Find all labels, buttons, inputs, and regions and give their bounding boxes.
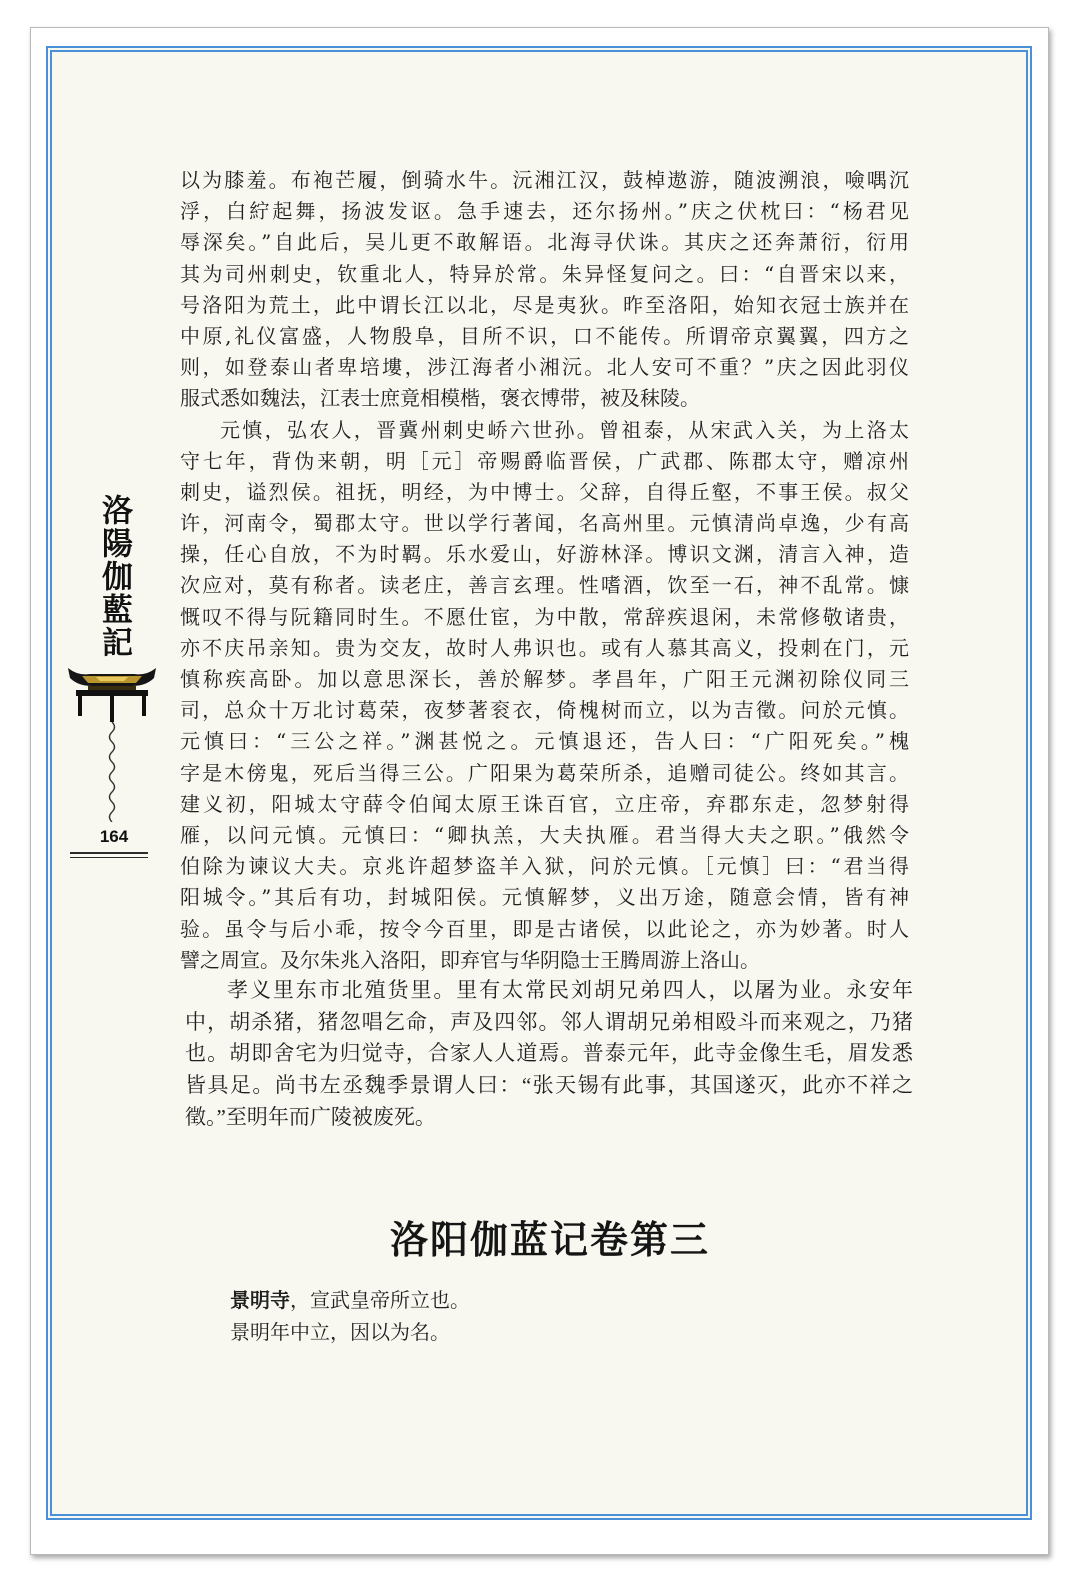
- text-line: 号洛阳为荒土，此中谓长江以北，尽是夷狄。昨至洛阳，始知衣冠士族并在: [180, 292, 909, 317]
- text-line: 字是木傍鬼，死后当得三公。广阳果为葛荣所杀，追赠司徒公。终如其言。: [180, 760, 909, 785]
- text-line: 以为膝羞。布袍芒履，倒骑水牛。沅湘江汉，鼓棹遨游，随波溯浪，噞喁沉: [180, 168, 909, 192]
- entry-head-rest: ，宣武皇帝所立也。: [290, 1288, 470, 1312]
- text-line: 慎称疾高卧。加以意思深长，善於解梦。孝昌年，广阳王元渊初除仪同三: [180, 667, 909, 691]
- text-line: 服式悉如魏法，江表士庶竟相模楷，褒衣博带，被及秣陵。: [180, 386, 700, 411]
- text-line: 亦不庆吊亲知。贵为交友，故时人弗识也。或有人慕其高义，投刺在门，元: [180, 635, 909, 660]
- text-line: 浮，白紵起舞，扬波发讴。急手速去，还尔扬州。”庆之伏枕曰：“杨君见: [180, 199, 909, 224]
- text-line: 也。胡即舍宅为归觉寺，合家人人道焉。普泰元年，此寺金像生毛，眉发悉: [185, 1041, 913, 1066]
- body-text-block-1: [180, 165, 909, 976]
- text-line: 中，胡杀猪，猪忽唱乞命，声及四邻。邻人谓胡兄弟相殴斗而来观之，乃猪: [185, 1009, 913, 1034]
- entry-head: 景明寺: [230, 1288, 290, 1312]
- text-line: 雁，以问元慎。元慎曰：“卿执羔，大夫执雁。君当得大夫之职。”俄然令: [180, 822, 909, 847]
- chapter-title: 洛阳伽蓝记卷第三: [389, 1218, 710, 1262]
- text-line: 操，任心自放，不为时羁。乐水爱山，好游林泽。博识文渊，清言入神，造: [180, 542, 909, 567]
- text-line: 阳城令。”其后有功，封城阳侯。元慎解梦，义出万途，随意会情，皆有神: [180, 885, 909, 910]
- text-line: 则，如登泰山者卑培塿，涉江海者小湘沅。北人安可不重？”庆之因此羽仪: [180, 355, 909, 380]
- text-line: 中原,礼仪富盛，人物殷阜，目所不识，口不能传。所谓帝京翼翼，四方之: [180, 323, 909, 348]
- wavy-line: [104, 722, 120, 822]
- text-line: 刺史，谥烈侯。祖抚，明经，为中博士。父辞，自得丘壑，不事王侯。叔父: [180, 479, 909, 504]
- entry-line-1: [230, 1284, 470, 1316]
- page-number: 164: [99, 827, 129, 846]
- text-line: 元慎曰：“三公之祥。”渊甚悦之。元慎退还，告人曰：“广阳死矣。”槐: [180, 729, 909, 754]
- text-line: 次应对，莫有称者。读老庄，善言玄理。性嗜酒，饮至一石，神不乱常。慷: [180, 573, 909, 598]
- body-text-block-2: [185, 975, 913, 1133]
- text-line: 伯除为谏议大夫。京兆许超梦盗羊入狱，问於元慎。［元慎］曰：“君当得: [180, 854, 909, 879]
- text-line: 元慎，弘农人，晋冀州刺史峤六世孙。曾祖泰，从宋武入关，为上洛太: [220, 417, 909, 442]
- roof-ornament-icon: [66, 664, 158, 724]
- text-line: 辱深矣。”自此后，吴儿更不敢解语。北海寻伏诛。其庆之还奔萧衍，衍用: [180, 230, 909, 255]
- page-number-rule: [70, 852, 148, 858]
- text-line: 建义初，阳城太守薛令伯闻太原王诛百官，立庄帝，弃郡东走，忽梦射得: [180, 791, 909, 816]
- chapter-entry: [230, 1284, 470, 1348]
- text-line: 徵。”至明年而广陵被废死。: [185, 1104, 436, 1129]
- entry-line-2: 景明年中立，因以为名。: [230, 1320, 450, 1344]
- text-line: 许，河南令，蜀郡太守。世以学行著闻，名高州里。元慎清尚卓逸，少有高: [180, 511, 909, 536]
- text-line: 譬之周宣。及尔朱兆入洛阳，即弃官与华阴隐士王腾周游上洛山。: [180, 947, 760, 972]
- text-line: 慨叹不得与阮籍同时生。不愿仕宦，为中散，常辞疾退闲，未常修敬诸贵，: [180, 604, 909, 629]
- text-line: 皆具足。尚书左丞魏季景谓人曰：“张天锡有此事，其国遂灭，此亦不祥之: [185, 1073, 913, 1098]
- text-line: 其为司州刺史，钦重北人，特异於常。朱异怪复问之。曰：“自晋宋以来，: [180, 261, 909, 286]
- side-book-title: 洛陽伽藍記: [96, 494, 132, 659]
- text-line: 孝义里东市北殖货里。里有太常民刘胡兄弟四人，以屠为业。永安年: [227, 978, 913, 1002]
- text-line: 验。虽令与后小乖，按令今百里，即是古诸侯，以此论之，亦为妙著。时人: [180, 916, 909, 941]
- text-line: 司，总众十万北讨葛荣，夜梦著衮衣，倚槐树而立，以为吉徵。问於元慎。: [180, 698, 909, 723]
- text-line: 守七年，背伪来朝，明［元］帝赐爵临晋侯，广武郡、陈郡太守，赠凉州: [180, 448, 909, 473]
